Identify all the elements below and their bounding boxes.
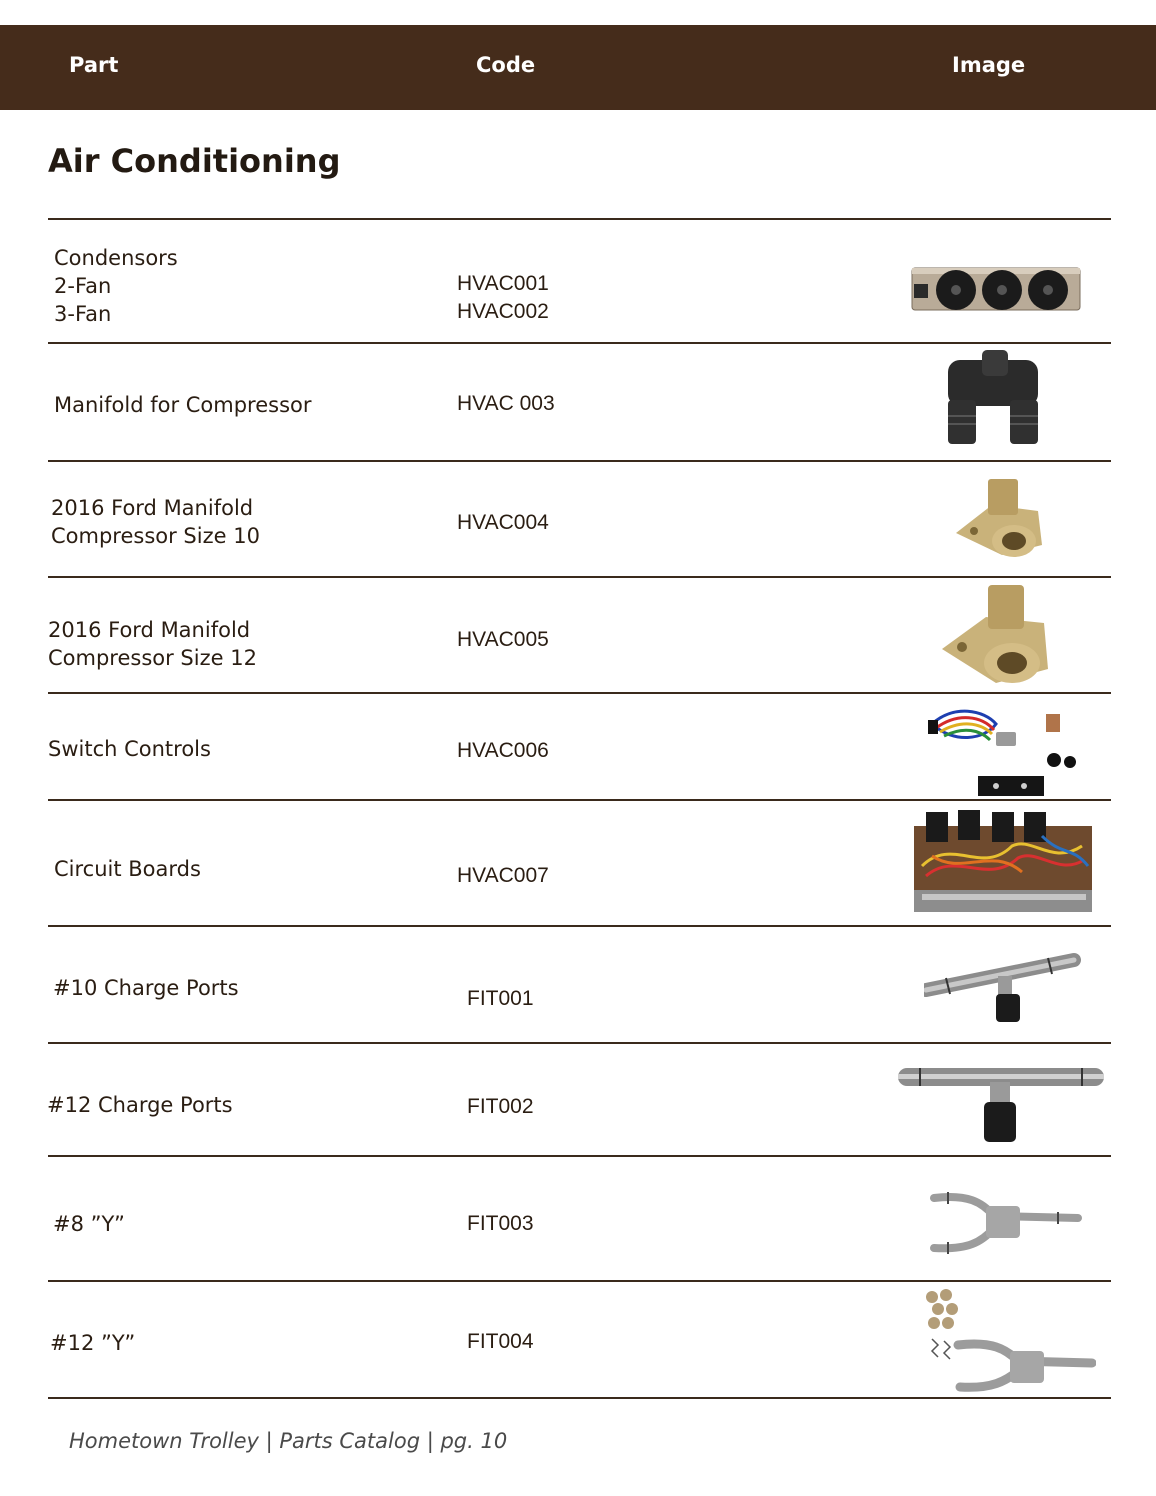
part-name — [54, 244, 178, 328]
part-code — [457, 862, 549, 890]
code-line: HVAC004 — [457, 511, 549, 534]
part-line: Manifold for Compressor — [54, 393, 312, 417]
part-name — [53, 974, 239, 1002]
row-divider — [48, 460, 1111, 462]
part-name — [48, 735, 211, 763]
code-line: HVAC007 — [457, 864, 549, 887]
part-line: 3-Fan — [54, 302, 112, 326]
code-line: FIT001 — [467, 987, 534, 1010]
row-divider — [48, 692, 1111, 694]
code-line: HVAC 003 — [457, 392, 555, 415]
row-divider — [48, 799, 1111, 801]
code-line: FIT004 — [467, 1330, 534, 1353]
column-header-image: Image — [952, 53, 1026, 77]
condensor-fans-image — [910, 262, 1082, 314]
part-line: 2016 Ford Manifold — [48, 618, 251, 642]
part-name — [51, 494, 260, 550]
code-line: HVAC006 — [457, 739, 549, 762]
row-divider — [48, 576, 1111, 578]
switch-controls-image — [924, 704, 1080, 798]
part-code — [467, 1210, 534, 1238]
code-line: FIT003 — [467, 1212, 534, 1235]
circuit-board-image — [912, 806, 1096, 914]
brass-manifold-size-12-image — [938, 583, 1054, 689]
part-line: #10 Charge Ports — [53, 976, 239, 1000]
section-title: Air Conditioning — [48, 142, 341, 180]
part-name — [48, 616, 257, 672]
part-code — [457, 270, 549, 326]
part-code — [467, 985, 534, 1013]
page-footer: Hometown Trolley | Parts Catalog | pg. 10 — [69, 1429, 508, 1453]
part-name — [50, 1329, 135, 1357]
charge-port-12-image — [896, 1062, 1106, 1146]
part-name — [54, 391, 312, 419]
part-name — [54, 855, 201, 883]
row-divider — [48, 218, 1111, 220]
code-line: HVAC005 — [457, 628, 549, 651]
row-divider — [48, 1280, 1111, 1282]
part-line: #12 ”Y” — [50, 1331, 136, 1355]
row-divider — [48, 1397, 1111, 1399]
row-divider — [48, 1042, 1111, 1044]
row-divider — [48, 1155, 1111, 1157]
part-code — [457, 737, 549, 765]
part-line: Compressor Size 12 — [48, 646, 257, 670]
column-header-part: Part — [69, 53, 119, 77]
y-fitting-8-image — [928, 1188, 1082, 1258]
code-line: FIT002 — [467, 1095, 534, 1118]
compressor-manifold-image — [938, 350, 1048, 448]
part-line: #12 Charge Ports — [47, 1093, 233, 1117]
part-code — [457, 509, 549, 537]
code-line: HVAC002 — [457, 300, 549, 323]
y-fitting-12-image — [922, 1287, 1096, 1393]
row-divider — [48, 925, 1111, 927]
part-code — [457, 390, 555, 418]
part-line: Condensors — [54, 246, 178, 270]
part-code — [467, 1328, 534, 1356]
part-line: 2016 Ford Manifold — [51, 496, 254, 520]
column-header-code: Code — [476, 53, 536, 77]
part-name — [47, 1091, 233, 1119]
part-line: 2-Fan — [54, 274, 112, 298]
part-name — [53, 1210, 125, 1238]
row-divider — [48, 342, 1111, 344]
part-code — [457, 626, 549, 654]
part-line: Compressor Size 10 — [51, 524, 260, 548]
charge-port-10-image — [924, 950, 1084, 1026]
code-line: HVAC001 — [457, 272, 549, 295]
part-line: Switch Controls — [48, 737, 211, 761]
part-line: #8 ”Y” — [53, 1212, 125, 1236]
part-code — [467, 1093, 534, 1121]
table-header — [0, 25, 1156, 110]
part-line: Circuit Boards — [54, 857, 201, 881]
brass-manifold-size-10-image — [952, 475, 1048, 561]
